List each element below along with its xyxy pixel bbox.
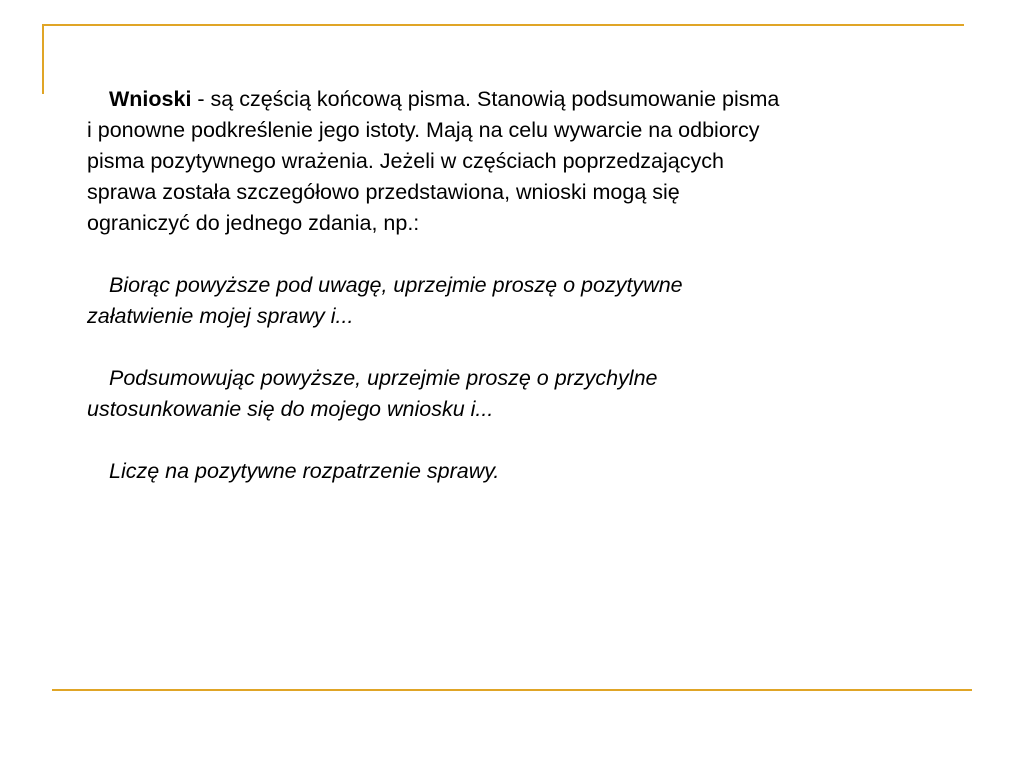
- intro-line-1: - są częścią końcową pisma. Stanowią podsumowanie pisma: [191, 87, 780, 111]
- example-3-line-1: Liczę na pozytywne rozpatrzenie sprawy.: [109, 459, 500, 483]
- example-1-line-2: załatwienie mojej sprawy i...: [87, 304, 354, 328]
- term-wnioski: Wnioski: [109, 87, 192, 111]
- intro-line-4: sprawa została szczegółowo przedstawiona, wnioski mogą się: [87, 180, 680, 204]
- bottom-rule: [52, 689, 972, 691]
- example-paragraph-2: [87, 363, 927, 425]
- example-paragraph-1: [87, 270, 927, 332]
- slide-body: [87, 84, 927, 487]
- intro-line-2: i ponowne podkreślenie jego istoty. Mają na celu wywarcie na odbiorcy: [87, 118, 760, 142]
- intro-paragraph: [87, 84, 927, 239]
- intro-line-3: pisma pozytywnego wrażenia. Jeżeli w częściach poprzedzających: [87, 149, 724, 173]
- example-1-line-1: Biorąc powyższe pod uwagę, uprzejmie proszę o pozytywne: [109, 273, 683, 297]
- example-2-line-1: Podsumowując powyższe, uprzejmie proszę o przychylne: [109, 366, 658, 390]
- left-rule: [42, 24, 44, 94]
- example-2-line-2: ustosunkowanie się do mojego wniosku i...: [87, 397, 494, 421]
- example-paragraph-3: [87, 456, 927, 487]
- top-rule: [42, 24, 964, 26]
- intro-line-5: ograniczyć do jednego zdania, np.:: [87, 211, 420, 235]
